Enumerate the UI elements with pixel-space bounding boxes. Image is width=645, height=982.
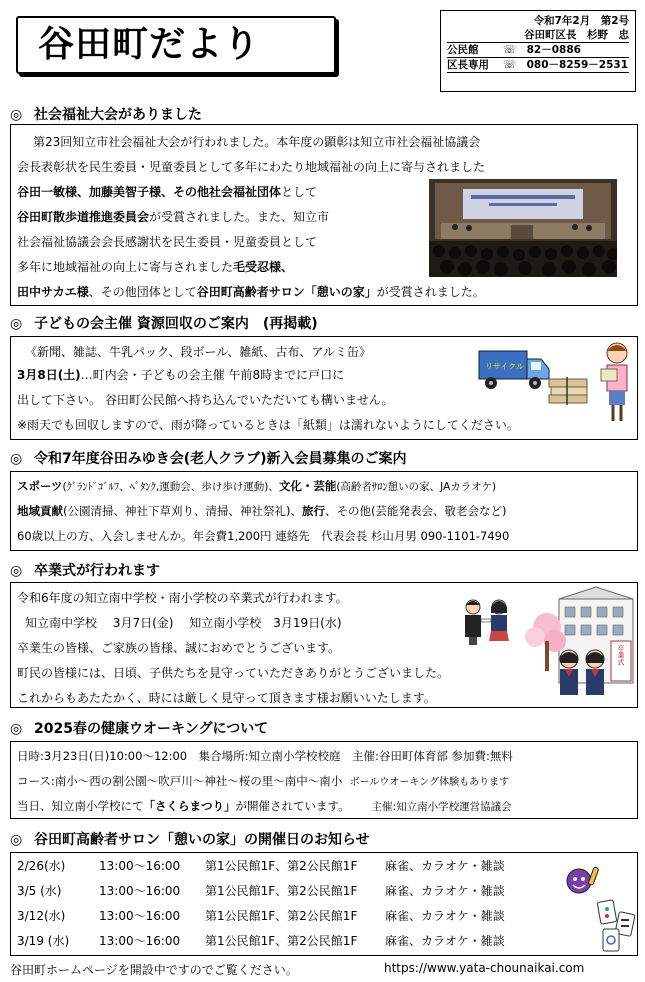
s4-line5: これからもあたたかく、時には厳しく見守って頂きます様お願いいたします。 (17, 691, 436, 705)
section1-box (10, 124, 638, 306)
schedule-time: 13:00～16:00 (99, 859, 181, 873)
s2-line1: 《新聞、雑誌、牛乳パック、段ボール、雑紙、古布、アルミ缶》 (25, 345, 371, 359)
s4-line4: 町民の皆様には、日頃、子供たちを見守っていただきありがとうございました。 (17, 666, 450, 680)
section3-heading-text: 令和7年度谷田みゆき会(老人クラブ)新入会員募集のご案内 (34, 451, 407, 467)
schedule-date: 2/26(水) (17, 859, 66, 873)
chief-phone-row (447, 58, 629, 73)
bullet-mark: ◎ (10, 832, 23, 848)
schedule-place: 第1公民館1F、第2公民館1F (205, 884, 358, 898)
s1-line6: 多年に地域福祉の向上に寄与されました毛受忍様、 (17, 260, 294, 274)
s4-line3: 卒業生の皆様、ご家族の皆様、誠におめでとうございます。 (17, 641, 341, 655)
bullet-mark: ◎ (10, 721, 23, 737)
s2-line3: 出して下さい。 谷田町公民館へ持ち込んでいただいても構いません。 (17, 393, 394, 407)
list-item (17, 907, 505, 924)
chief-phone-label: 区長専用 (447, 59, 489, 71)
list-item (17, 857, 505, 874)
section4-box (10, 582, 638, 708)
chief-name: 谷田町区長 杉野 忠 (447, 28, 629, 43)
s2-line4: ※雨天でも回収しますので、雨が降っているときは「紙類」は濡れないようにしてください。 (17, 418, 519, 432)
recycle-truck-illustration (473, 345, 553, 395)
s1-line1: 第23回知立市社会福祉大会が行われました。本年度の顕彰は知立市社会福祉協議会 (33, 135, 481, 149)
hall-phone-row (447, 43, 629, 58)
hall-phone: ☏ 82－0886 (503, 44, 581, 56)
s2-line2: 3月8日(土)…町内会・子どもの会主催 午前8時までに戸口に (17, 368, 345, 382)
bullet-mark: ◎ (10, 451, 23, 467)
ceremony-photo (429, 179, 617, 277)
schedule-time: 13:00～16:00 (99, 884, 181, 898)
homepage-url-link[interactable]: https://www.yata-chounaikai.com (384, 961, 585, 975)
section2-box (10, 336, 638, 440)
s1-line7: 田中サカエ様、その他団体として谷田町高齢者サロン「憩いの家」が受賞されました。 (17, 285, 485, 299)
s1-line3: 谷田一敏様、加藤美智子様、その他社会福祉団体として (17, 185, 318, 199)
section3-heading (10, 448, 407, 468)
child-carrying-papers-illustration (595, 339, 639, 425)
school-graduation-illustration (525, 585, 637, 703)
bullet-mark: ◎ (10, 107, 23, 123)
section6-heading-text: 谷田町高齢者サロン「憩いの家」の開催日のお知らせ (34, 832, 370, 848)
section5-heading-text: 2025春の健康ウオーキングについて (34, 721, 269, 737)
s5-line2: コース:南小～西の割公園～吹戸川～神社～桜の里～南中～南小 ボールウオーキング体験もあります (17, 774, 510, 788)
schedule-activity: 麻雀、カラオケ・雑談 (385, 859, 505, 873)
schedule-activity: 麻雀、カラオケ・雑談 (385, 884, 505, 898)
mahjong-tiles-icon (595, 899, 639, 953)
schedule-date: 3/12(水) (17, 909, 66, 923)
s5-line1: 日時:3月23日(日)10:00～12:00 集合場所:知立南小学校校庭 主催:谷田町体育部 参加費:無料 (17, 749, 513, 763)
issue-number: 令和7年2月 第2号 (533, 15, 629, 27)
chief-phone: ☏ 080－8259－2531 (503, 59, 628, 71)
section1-heading-text: 社会福祉大会がありました (34, 107, 202, 123)
title-box (16, 16, 336, 74)
section6-heading (10, 829, 370, 849)
schedule-place: 第1公民館1F、第2公民館1F (205, 859, 358, 873)
graduation-sign: 卒業式 (617, 644, 625, 666)
schedule-time: 13:00～16:00 (99, 909, 181, 923)
s3-line2: 地域貢献(公園清掃、神社下草刈り、清掃、神社祭礼)、旅行、その他(芸能発表会、敬老会など) (17, 504, 507, 518)
list-item (17, 882, 505, 899)
newsletter-title: 谷田町だより (38, 24, 261, 65)
section5-box (10, 741, 638, 819)
karaoke-mic-icon (563, 863, 603, 903)
section4-heading (10, 560, 160, 580)
s1-line2: 会長表彰状を民生委員・児童委員として多年にわたり地域福祉の向上に寄与されました (17, 160, 486, 174)
section2-heading-text: 子どもの会主催 資源回収のご案内 (再掲載) (34, 316, 318, 332)
list-item (17, 932, 505, 949)
schedule-place: 第1公民館1F、第2公民館1F (205, 909, 358, 923)
section5-heading (10, 718, 268, 738)
graduates-illustration (455, 597, 519, 647)
section4-heading-text: 卒業式が行われます (34, 563, 160, 579)
homepage-note: 谷田町ホームページを開設中ですのでご覧ください。 (10, 963, 298, 977)
schedule-date: 3/5 (水) (17, 884, 62, 898)
schedule-activity: 麻雀、カラオケ・雑談 (385, 909, 505, 923)
hall-label: 公民館 (447, 44, 479, 56)
s3-line1: スポーツ(ｸﾞﾗﾝﾄﾞｺﾞﾙﾌ、ﾍﾟﾀﾝｸ,運動会、歩け歩け運動)、文化・芸能(高齢者ｻﾛﾝ憩いの家、JAカラオケ) (17, 479, 497, 493)
issue-info-box (440, 10, 636, 92)
schedule-activity: 麻雀、カラオケ・雑談 (385, 934, 505, 948)
schedule-place: 第1公民館1F、第2公民館1F (205, 934, 358, 948)
s1-line5: 社会福祉協議会会長感謝状を民生委員・児童委員として (17, 235, 318, 249)
truck-label: リサイクル (485, 362, 524, 371)
bullet-mark: ◎ (10, 563, 23, 579)
section3-box (10, 471, 638, 551)
s4-line1: 令和6年度の知立南中学校・南小学校の卒業式が行われます。 (17, 591, 348, 605)
s3-line3: 60歳以上の方、入会しませんか。年会費1,200円 連絡先 代表会長 杉山月男 090-1101-7490 (17, 529, 510, 543)
newspaper-bundle-illustration (547, 371, 591, 411)
section6-box (10, 852, 638, 956)
section1-heading (10, 104, 202, 124)
schedule-date: 3/19 (水) (17, 934, 70, 948)
s5-line3: 当日、知立南小学校にて「さくらまつり」が開催されています。 主催:知立南小学校運営協議会 (17, 799, 512, 813)
bullet-mark: ◎ (10, 316, 23, 332)
s4-line2: 知立南中学校 3月7日(金) 知立南小学校 3月19日(水) (25, 616, 342, 630)
s1-line4: 谷田町散歩道推進委員会が受賞されました。また、知立市 (17, 210, 330, 224)
schedule-time: 13:00～16:00 (99, 934, 181, 948)
section2-heading (10, 313, 318, 333)
